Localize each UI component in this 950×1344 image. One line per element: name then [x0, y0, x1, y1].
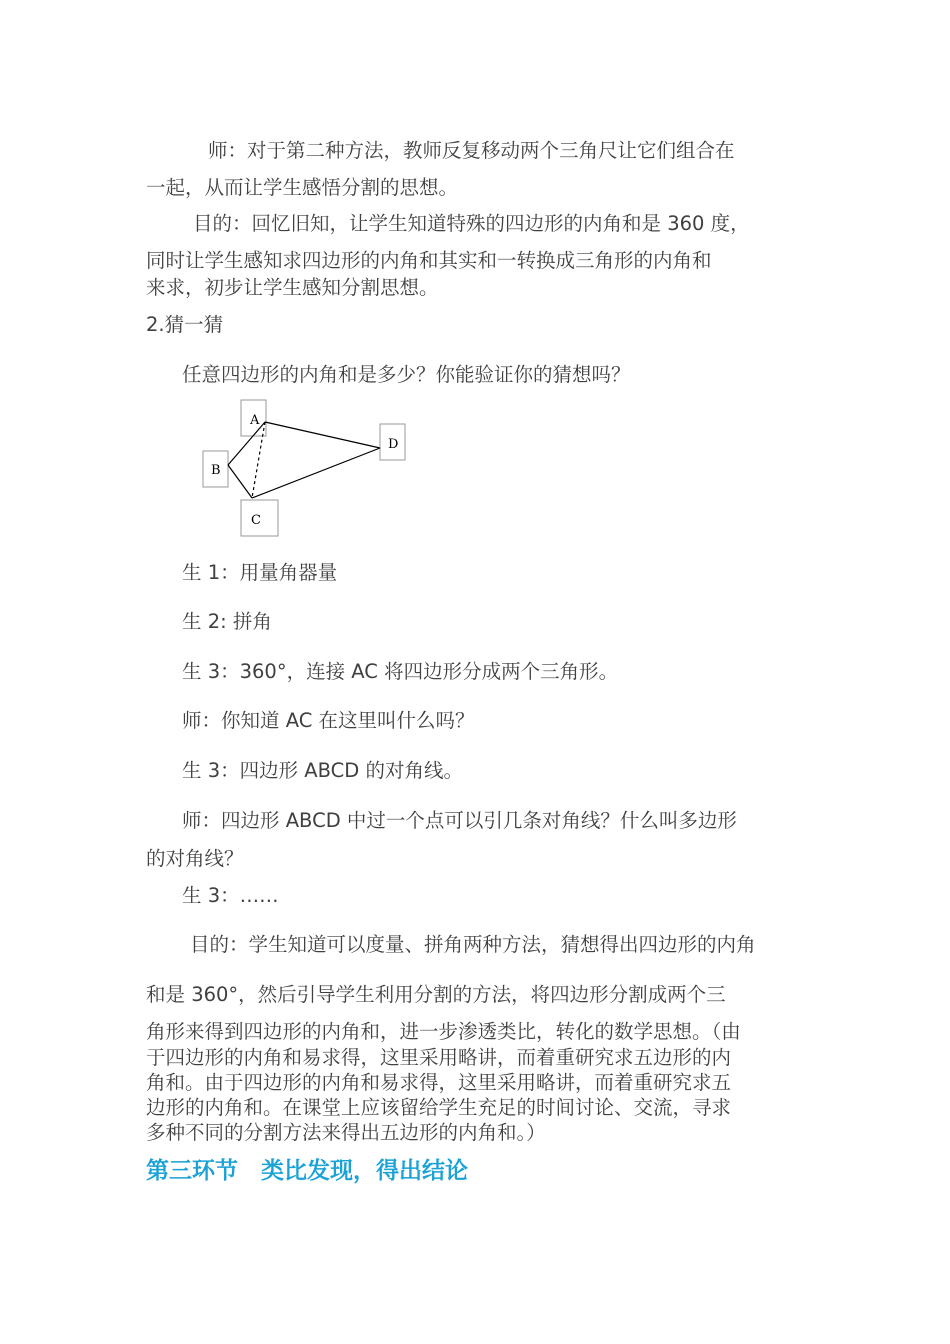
paragraph-line: 同时让学生感知求四边形的内角和其实和一转换成三角形的内角和 [146, 249, 712, 272]
question-text: 任意四边形的内角和是多少？你能验证你的猜想吗？ [182, 363, 631, 386]
paragraph-line: 目的：学生知道可以度量、拼角两种方法，猜想得出四边形的内角 [190, 933, 756, 956]
paragraph-line: 师：对于第二种方法，教师反复移动两个三角尺让它们组合在 [208, 139, 735, 162]
section-heading: 第三环节 类比发现，得出结论 [146, 1158, 468, 1184]
edge-da [265, 422, 380, 448]
paragraph-line: 角和。由于四边形的内角和易求得，这里采用略讲，而着重研究求五 [146, 1071, 732, 1094]
section-title: 2.猜一猜 [146, 313, 224, 336]
dialog-line: 生 3：360°，连接 AC 将四边形分成两个三角形。 [182, 660, 619, 683]
edge-cd [252, 448, 380, 498]
quadrilateral-diagram [196, 396, 412, 542]
dialog-line: 生 2: 拼角 [182, 610, 272, 633]
paragraph-line: 一起，从而让学生感悟分割的思想。 [146, 176, 459, 199]
paragraph-line: 的对角线？ [146, 847, 244, 870]
vertex-label-a: A [250, 413, 260, 428]
paragraph-line: 师：四边形 ABCD 中过一个点可以引几条对角线？什么叫多边形 [182, 809, 737, 832]
paragraph-line: 角形来得到四边形的内角和，进一步渗透类比，转化的数学思想。（由 [146, 1020, 741, 1043]
paragraph-line: 和是 360°，然后引导学生利用分割的方法，将四边形分割成两个三 [146, 983, 726, 1006]
paragraph-line: 于四边形的内角和易求得，这里采用略讲，而着重研究求五边形的内 [146, 1046, 732, 1069]
edge-bc [228, 465, 252, 498]
paragraph-line: 目的：回忆旧知，让学生知道特殊的四边形的内角和是 360 度， [193, 212, 750, 235]
dialog-line: 生 3：…… [182, 884, 279, 907]
paragraph-line: 边形的内角和。在课堂上应该留给学生充足的时间讨论、交流，寻求 [146, 1096, 732, 1119]
dialog-line: 生 3：四边形 ABCD 的对角线。 [182, 759, 464, 782]
vertex-label-c: C [251, 513, 261, 528]
dialog-line: 生 1：用量角器量 [182, 561, 338, 584]
paragraph-line: 多种不同的分割方法来得出五边形的内角和。） [146, 1121, 546, 1144]
vertex-label-b: B [211, 463, 221, 478]
dialog-line: 师：你知道 AC 在这里叫什么吗？ [182, 709, 475, 732]
paragraph-line: 来求，初步让学生感知分割思想。 [146, 276, 439, 299]
vertex-label-d: D [388, 437, 399, 452]
